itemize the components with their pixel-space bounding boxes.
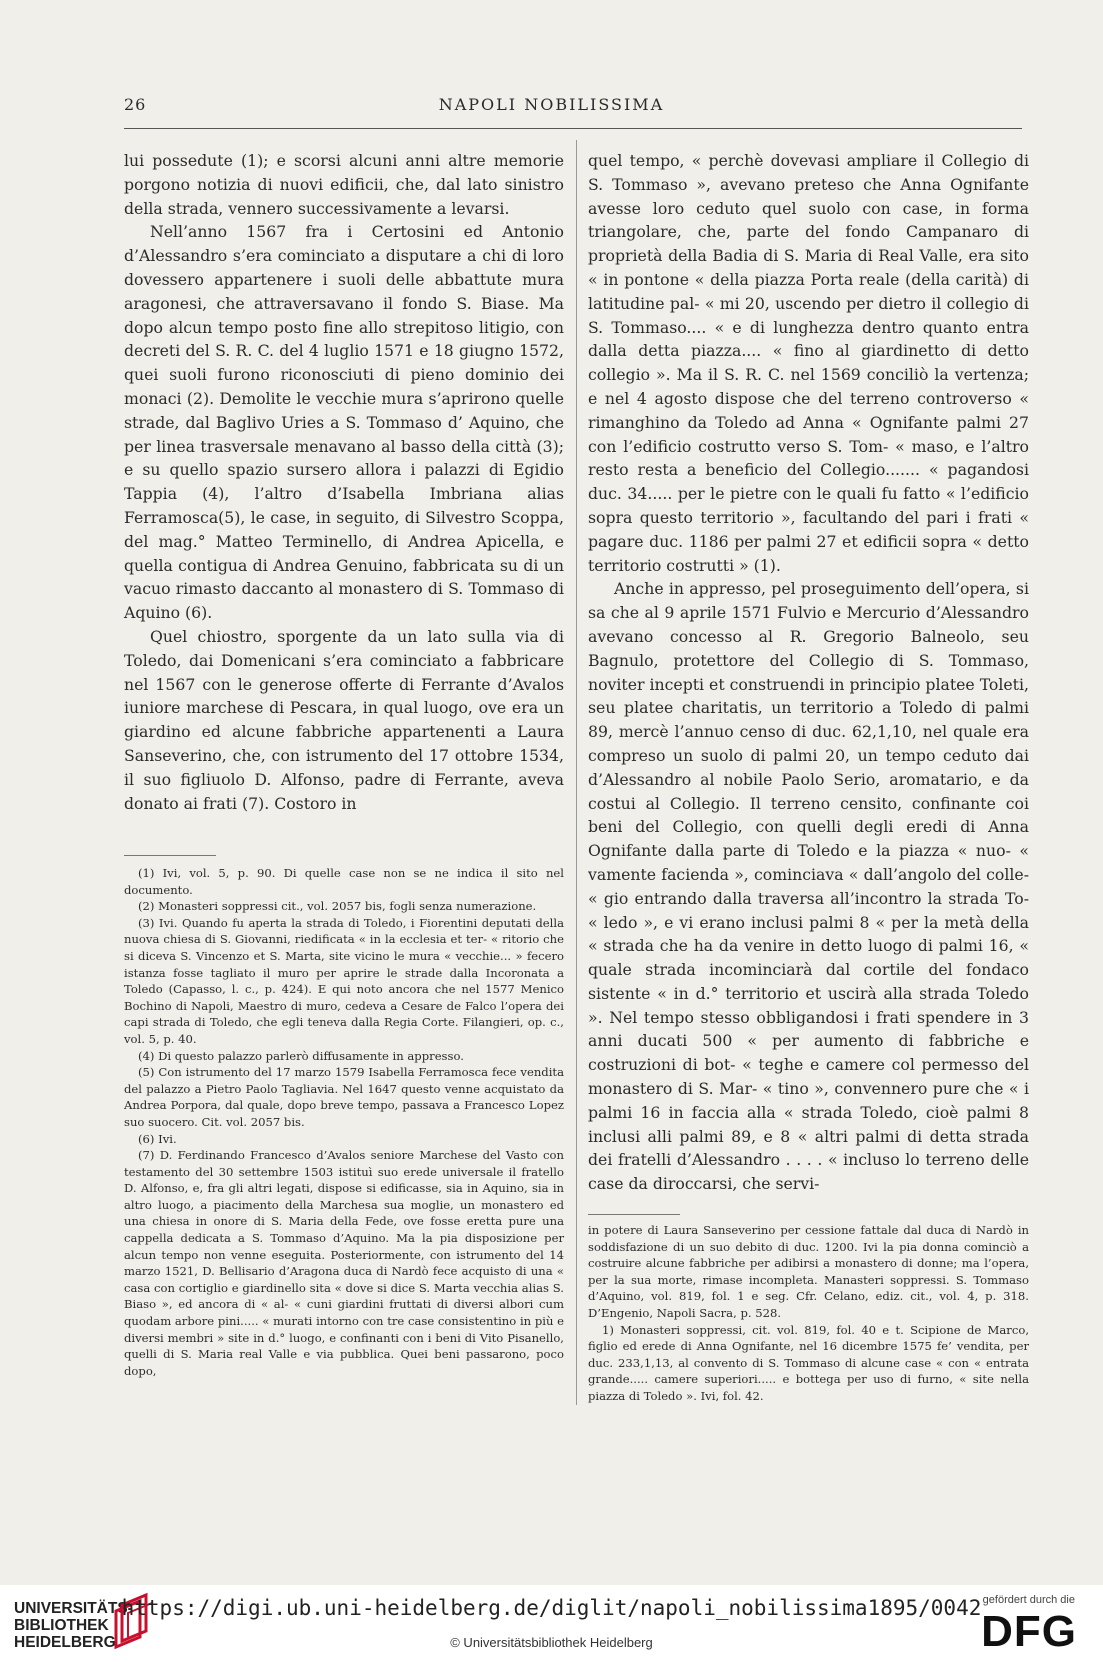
footnote: (3) Ivi. Quando fu aperta la strada di Toledo, i Fiorentini deputati della nuova chiesa di S. Giovanni, riedificata « in la ecclesia et ter- « ritorio che si diceva S. Vincenzo et S. Marta, site vicino le mura « vecchie... » fecero istanza fosse tagliato il muro per aprire le strade dalla Incoronata a Toledo (Capasso, l. c., p. 424). E qui noto ancora che nel 1577 Menico Bochino di Napoli, Maestro di muro, cedeva a Cesare de Falco l’opera dei capi strada di Toledo, che egli teneva dalla Regia Corte. Filangieri, op. c., vol. 5, p. 40. <box>124 915 564 1046</box>
footnote: (7) D. Ferdinando Francesco d’Avalos seniore Marchese del Vasto con testamento del 30 settembre 1503 istituì suo erede universale il fratello D. Alfonso, e, fra gli altri legati, dispose si edificasse, sia in Aquino, sia in altro luogo, a piacimento della Marchesa sua moglie, un monastero ed una chiesa in onore di S. Maria della Fede, ove fosse eretta pure una cappella dedicata a S. Tommaso d’Aquino. Ma la pia disposizione per alcun tempo non venne eseguita. Posteriormente, con istrumento del 14 marzo 1521, D. Bellisario d’Aragona duca di Nardò fece acquisto di una « casa con cortiglio e giardinello sita « dove si dice S. Marta vecchia alias S. Biaso », ed ancora di « al- « cuni giardini fruttati di diversi albori cum quodam arbore pini..... « murati intorno con tre case consistentino in più e diversi membri » site in d.° luogo, e confinanti con i beni di Vito Pisanello, quelli di S. Maria real Valle e via pubblica. Quei beni passarono, poco dopo, <box>124 1148 564 1378</box>
column-divider <box>576 140 577 1405</box>
footnote: (4) Di questo palazzo parlerò diffusamente in appresso. <box>138 1048 464 1063</box>
library-logo-text: UNIVERSITÄTS- BIBLIOTHEK HEIDELBERG <box>14 1600 133 1651</box>
dfg-logo: DFG <box>981 1607 1077 1656</box>
paragraph: lui possedute (1); e scorsi alcuni anni altre memorie porgono notizia di nuovi edificii, che, dal lato sinistro della strada, vennero successivamente a levarsi. <box>124 151 564 218</box>
paragraph: Nell’anno 1567 fra i Certosini ed Antonio d’Alessandro s’era cominciato a disputare a chi di loro dovessero appartenere i suoli delle abbattute mura aragonesi, che attraversavano il fondo S. Biase. Ma dopo alcun tempo posto fine allo strepitoso litigio, con decreti del S. R. C. del 4 luglio 1571 e 18 giugno 1572, quei suoli furono riconosciuti di pieno dominio dei monaci (2). Demolite le vecchie mura s’aprirono quelle strade, dal Baglivo Uries a S. Tommaso d’ Aquino, che per linea trasversale menavano al basso della città (3); e su quello spazio sursero allora i palazzi di Egidio Tappia (4), l’altro d’Isabella Imbriana alias Ferramosca(5), le case, in seguito, di Silvestro Scoppa, del mag.° Matteo Terminello, di Andrea Apicella, e quella contigua di Andrea Genuino, fabbricata su di un vacuo rimasto daccanto al monastero di S. Tommaso di Aquino (6). <box>124 222 564 623</box>
footnote-separator <box>588 1214 680 1215</box>
footnote: (2) Monasteri soppressi cit., vol. 2057 bis, fogli senza numerazione. <box>138 899 537 914</box>
funding-note: gefördert durch die <box>982 1594 1075 1606</box>
footnote: (6) Ivi. <box>138 1131 177 1146</box>
right-text-column <box>588 149 1029 1196</box>
copyright-notice: © Universitätsbibliothek Heidelberg <box>450 1635 653 1650</box>
footnote: (5) Con istrumento del 17 marzo 1579 Isabella Ferramosca fece vendita del palazzo a Pietro Paolo Tagliavia. Nel 1647 questo venne acquistato da Andrea Porpora, dal quale, dopo breve tempo, passava a Francesco Lopez suo suocero. Cit. vol. 2057 bis. <box>124 1065 564 1129</box>
footnote: in potere di Laura Sanseverino per cessione fattale dal duca di Nardò in soddisfazione di un suo debito di duc. 1200. Ivi la pia donna cominciò a costruire alcune fabbriche per adibirsi a monastero di donne; ma l’opera, per la sua morte, rimase incompleta. Manasteri soppressi. S. Tommaso d’Aquino, vol. 819, fol. 1 e seg. Cfr. Celano, ediz. cit., vol. 4, p. 318. D’Engenio, Napoli Sacra, p. 528. <box>588 1223 1029 1320</box>
running-title: NAPOLI NOBILISSIMA <box>438 95 665 114</box>
left-text-column <box>124 149 564 815</box>
permalink-url[interactable]: https://digi.ub.uni-heidelberg.de/diglit/napoli_nobilissima1895/0042 <box>121 1596 982 1620</box>
viewer-footer <box>0 1585 1103 1662</box>
header-rule <box>124 128 1022 129</box>
right-footnotes <box>588 1222 1029 1405</box>
footnote: (1) Ivi, vol. 5, p. 90. Di quelle case non se ne indica il sito nel documento. <box>124 866 564 897</box>
paragraph: quel tempo, « perchè dovevasi ampliare il Collegio di S. Tommaso », avevano preteso che Anna Ognifante avesse loro ceduto quel suolo con case, in forma triangolare, che, parte del fondo Campanaro di proprietà della Badia di S. Maria di Real Valle, era sito « in pontone « della piazza Porta reale (della carità) di latitudine pal- « mi 20, uscendo per dietro il collegio di S. Tommaso.... « e di lunghezza dentro quanto entra dalla detta piazza.... « fino al giardinetto di detto collegio ». Ma il S. R. C. nel 1569 conciliò la vertenza; e nel 4 agosto dispose che del terreno controverso « rimanghino da Toledo ad Anna « Ognifante palmi 27 con l’edificio costrutto verso S. Tom- « maso, e l’altro resto resta a beneficio del Collegio....... « pagandosi duc. 34..... per le pietre con le quali fu fatto « l’edificio sopra questo territorio », facultando del pari i frati « pagare duc. 1186 per palmi 27 et edificii sopra « detto territorio costrutti » (1). <box>588 151 1029 575</box>
paragraph: Anche in appresso, pel proseguimento dell’opera, si sa che al 9 aprile 1571 Fulvio e Mercurio d’Alessandro avevano concesso al R. Gregorio Balneolo, seu Bagnulo, protettore del Collegio di S. Tommaso, noviter incepti et construendi in principio platee Toleti, seu platee charitatis, un territorio a Toledo di palmi 89, mercè l’annuo censo di duc. 62,1,10, nel quale era compreso un suolo di palmi 20, un tempo ceduto dai d’Alessandro al nobile Paolo Serio, aromatario, e da costui al Collegio. Il terreno censito, confinante coi beni del Collegio, con quelli degli eredi di Anna Ognifante dalla parte di Toledo e la piazza « nuo- « vamente facienda », cominciava « dall’angolo del colle- « gio entrando dalla traversa all’incontro la strada To- « ledo », e vi erano inclusi palmi 8 « per la metà della « strada che ha da venire in detto luogo di palmi 16, « quale strada incominciarà dal cortile del fondaco sistente « in d.° territorio et uscirà alla strada Toledo ». Nel tempo stesso obbligandosi i frati spendere in 3 anni ducati 500 « per aumento di fabbriche e costruzioni di bot- « teghe e camere col permesso del monastero di S. Mar- « tino », convennero pure che « i palmi 16 in faccia alla « strada Toledo, cioè palmi 8 inclusi alli palmi 89, e 8 « altri palmi di detta strada dei fratelli d’Alessandro . . . . « incluso lo terreno delle case da diroccarsi, che servi- <box>588 579 1029 1194</box>
page-number: 26 <box>124 95 147 114</box>
paragraph: Quel chiostro, sporgente da un lato sulla via di Toledo, dai Domenicani s’era cominciato a fabbricare nel 1567 con le generose offerte di Ferrante d’Avalos iuniore marchese di Pescara, in qual luogo, ove era un giardino ed alcune fabbriche appartenenti a Laura Sanseverino, che, con istrumento del 17 ottobre 1534, il suo figliuolo D. Alfonso, padre di Ferrante, aveva donato ai frati (7). Costoro in <box>124 626 564 813</box>
footnote: 1) Monasteri soppressi, cit. vol. 819, fol. 40 e t. Scipione de Marco, figlio ed erede di Anna Ognifante, nel 16 dicembre 1575 fe’ vendita, per duc. 233,1,13, al convento di S. Tommaso di alcune case « con « entrata grande..... camere superiori..... e bottega per uso di furno, « site nella piazza di Toledo ». Ivi, fol. 42. <box>588 1322 1029 1403</box>
footnote-separator <box>124 855 216 856</box>
left-footnotes <box>124 865 564 1379</box>
